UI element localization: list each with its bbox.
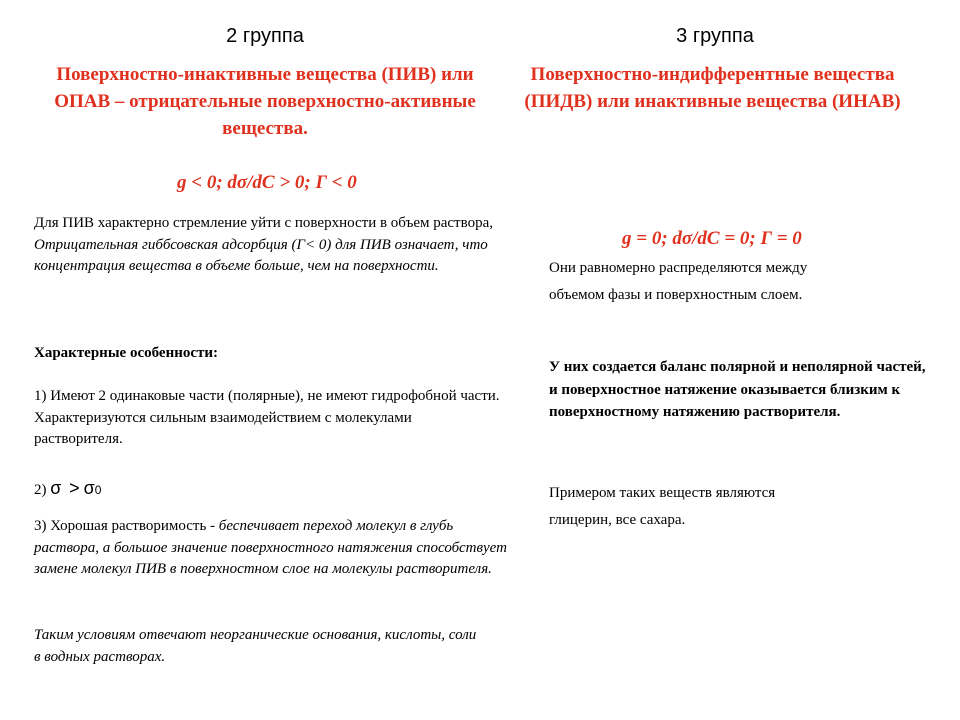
feature-item-2 — [34, 478, 101, 502]
conclusion: Таким условиям отвечают неорганические основания, кислоты, соли в водных растворах. — [34, 627, 477, 665]
group-2-label: 2 группа — [226, 25, 304, 47]
features-heading: Характерные особенности: — [34, 345, 219, 361]
example-text: Примером таких веществ являются глицерин, все сахара. — [549, 485, 776, 528]
sigma-symbol: σ — [50, 478, 62, 498]
sigma0-symbol: σ — [83, 478, 95, 498]
feature-item-3 — [34, 516, 509, 581]
balance-text: У них создается баланс полярной и неполярной частей, и поверхностное натяжение оказывается близким к поверхностному натяжению растворителя. — [549, 359, 926, 420]
feature-item-2-prefix: 2) — [34, 482, 47, 498]
piv-intro-italic: Отрицательная гиббсовская адсорбция (Г< 0) для ПИВ означает, что концентрация вещества в объеме больше, чем на поверхности. — [34, 236, 488, 274]
distribution-text: Они равномерно распределяются между объемом фазы и поверхностным слоем. — [549, 260, 808, 303]
sigma0-subscript: 0 — [94, 483, 102, 497]
group-2-title: Поверхностно-инактивные вещества (ПИВ) или ОПАВ – отрицательные поверхностно-активные вещества. — [54, 64, 476, 139]
group-3-title: Поверхностно-индифферентные вещества (ПИДВ) или инактивные вещества (ИНАВ) — [524, 64, 901, 112]
group-2-formula: g < 0; dσ/dC > 0; Г < 0 — [177, 172, 357, 193]
piv-intro — [34, 213, 514, 278]
group-3-formula: g = 0; dσ/dC = 0; Г = 0 — [622, 228, 802, 249]
greater-than-symbol: > — [69, 478, 80, 498]
feature-item-3-normal: 3) Хорошая растворимость - — [34, 518, 216, 534]
feature-item-3-italic: беспечивает переход молекул в глубь раствора, а большое значение поверхностного натяжения способствует замене молекул ПИВ в поверхностном слое на молекулы растворителя. — [34, 518, 507, 577]
group-3-label: 3 группа — [676, 25, 754, 47]
feature-item-1: 1) Имеют 2 одинаковые части (полярные), не имеют гидрофобной части. Характеризуются сильным взаимодействием с молекулами растворителя. — [34, 388, 500, 447]
piv-intro-normal: Для ПИВ характерно стремление уйти с поверхности в объем раствора, — [34, 215, 493, 231]
